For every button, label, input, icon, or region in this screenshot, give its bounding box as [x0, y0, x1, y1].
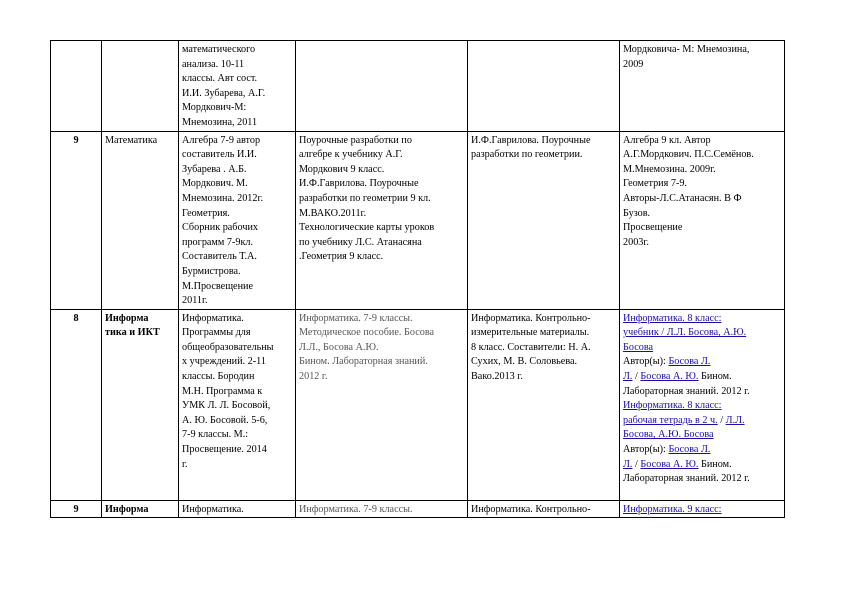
cell-text-line: И.И. Зубарева, А.Г. — [182, 87, 266, 99]
cell-text-line — [623, 341, 781, 356]
cell-text-line: 2011г. — [182, 295, 208, 307]
cell-text-line — [623, 326, 781, 341]
program-cell — [179, 500, 296, 518]
textbook-text: / — [632, 371, 641, 383]
cell-text-line: .Геометрия 9 класс. — [299, 251, 384, 263]
cell-text-line: Мордкович. М. — [182, 178, 248, 190]
textbook-cell — [620, 131, 785, 309]
cell-text-line: Вако.2013 г. — [471, 371, 523, 383]
textbook-link[interactable]: Л. — [623, 371, 633, 383]
cell-text-line: М.Просвещение — [182, 280, 253, 292]
cell-text-line: алгебре к учебнику А.Г. — [299, 149, 403, 161]
textbook-text: Лабораторная знаний. 2012 г. — [623, 385, 750, 397]
textbook-text: Автор(ы): — [623, 356, 669, 368]
cell-text-line: УМК Л. Л. Босовой, — [182, 400, 271, 412]
textbook-link[interactable]: учебник / Л.Л. Босова, А.Ю. — [623, 327, 747, 339]
cell-text-line — [623, 428, 781, 443]
cell-text-line: Бином. Лабораторная знаний. — [299, 356, 428, 368]
cell-text-line: Мнемозина. 2012г. — [182, 192, 264, 204]
program-cell — [179, 41, 296, 132]
textbook-link[interactable]: Босова Л. — [668, 444, 711, 456]
textbook-link[interactable]: Л.Л. — [725, 414, 745, 426]
cell-text-line: Информатика. 7-9 классы. — [299, 503, 413, 515]
cell-text-line: Математика — [105, 134, 158, 146]
cell-text-line: Технологические карты уроков — [299, 222, 435, 234]
control-materials-cell — [468, 131, 620, 309]
methodical-cell — [296, 500, 468, 518]
cell-text-line: Информатика. — [182, 312, 244, 324]
cell-text-line: Мордкович 9 класс. — [299, 163, 385, 175]
cell-text-line: М.ВАКО.2011г. — [299, 207, 367, 219]
cell-text-line: Геометрия 7-9. — [623, 178, 687, 190]
cell-text-line: классы. Бородин — [182, 371, 255, 383]
cell-text-line: Бузов. — [623, 207, 651, 219]
textbook-link[interactable]: Информатика. 8 класс: — [623, 312, 722, 324]
cell-text-line — [623, 399, 781, 414]
cell-text-line: тика и ИКТ — [105, 327, 160, 339]
cell-text-line: х учреждений. 2-11 — [182, 356, 266, 368]
cell-text-line: Мордкович-М: — [182, 102, 247, 114]
textbook-link[interactable]: Информатика. 9 класс: — [623, 503, 722, 515]
cell-text-line: Просвещение. 2014 — [182, 444, 267, 456]
methodical-cell — [296, 309, 468, 500]
cell-text-line: по учебнику Л.С. Атанасяна — [299, 236, 422, 248]
cell-text-line: 2003г. — [623, 236, 649, 248]
textbook-link[interactable]: рабочая тетрадь в 2 ч. — [623, 414, 718, 426]
row-number — [51, 41, 102, 132]
textbook-link[interactable]: Босова, А.Ю. Босова — [623, 429, 714, 441]
cell-text-line — [623, 443, 781, 458]
cell-text-line: 8 класс. Составители: Н. А. — [471, 341, 591, 353]
cell-text-line: А.Г.Мордкович. П.С.Семёнов. — [623, 149, 754, 161]
cell-text-line: Информатика. — [182, 503, 244, 515]
cell-text-line — [623, 414, 781, 429]
subject-cell — [102, 500, 179, 518]
cell-text-line: Сборник рабочих — [182, 222, 258, 234]
methodical-cell — [296, 131, 468, 309]
cell-text-line: программ 7-9кл. — [182, 236, 254, 248]
program-cell — [179, 309, 296, 500]
cell-text-line: Информа — [105, 312, 149, 324]
cell-text-line: Составитель Т.А. — [182, 251, 257, 263]
control-materials-cell — [468, 500, 620, 518]
textbook-cell — [620, 41, 785, 132]
cell-text-line: Программы для — [182, 327, 251, 339]
cell-text-line: классы. Авт сост. — [182, 73, 258, 85]
cell-text-line: Информатика. Контрольно- — [471, 503, 591, 515]
cell-text-line: разработки по геометрии. — [471, 149, 583, 161]
methodical-cell — [296, 41, 468, 132]
cell-text-line: А. Ю. Босовой. 5-6, — [182, 414, 268, 426]
cell-text-line: математического — [182, 44, 256, 55]
row-number: 8 — [51, 309, 102, 500]
cell-text-line: Поурочные разработки по — [299, 134, 412, 146]
textbook-text: / — [632, 458, 641, 470]
table-row — [51, 500, 785, 518]
subject-cell — [102, 131, 179, 309]
cell-text-line: Зубарева . А.Б. — [182, 163, 247, 175]
cell-text-line — [623, 458, 781, 473]
cell-text-line: Л.Л., Босова А.Ю. — [299, 341, 379, 353]
cell-text-line: М.Н. Программа к — [182, 385, 263, 397]
cell-text-line: разработки по геометрии 9 кл. — [299, 192, 431, 204]
cell-text-line — [623, 312, 781, 327]
cell-text-line: 2012 г. — [299, 371, 328, 383]
cell-text-line: И.Ф.Гаврилова. Поурочные — [299, 178, 419, 190]
cell-text-line — [623, 472, 781, 487]
row-number: 9 — [51, 131, 102, 309]
cell-text-line: 2009 — [623, 58, 644, 70]
control-materials-cell — [468, 41, 620, 132]
cell-text-line: Бурмистрова. — [182, 265, 241, 277]
textbook-link[interactable]: Босова А. Ю. — [640, 458, 699, 470]
table-row — [51, 309, 785, 500]
cell-text-line: Просвещение — [623, 222, 683, 234]
cell-text-line: Алгебра 7-9 автор — [182, 134, 261, 146]
cell-text-line: измерительные материалы. — [471, 327, 590, 339]
textbook-text: Лабораторная знаний. 2012 г. — [623, 473, 750, 485]
row-number: 9 — [51, 500, 102, 518]
cell-text-line: Информатика. Контрольно- — [471, 312, 591, 324]
cell-text-line: г. — [182, 458, 188, 470]
cell-text-line: анализа. 10-11 — [182, 58, 245, 70]
textbook-link[interactable]: Босова Л. — [668, 356, 711, 368]
textbook-text: Бином. — [698, 458, 732, 470]
textbook-cell — [620, 309, 785, 500]
textbook-text: Автор(ы): — [623, 444, 669, 456]
cell-text-line: Сухих, М. В. Соловьева. — [471, 356, 578, 368]
cell-text-line: М.Мнемозина. 2009г. — [623, 163, 716, 175]
cell-text-line: Авторы-Л.С.Атанасян. В Ф — [623, 192, 742, 204]
cell-text-line: Информа — [105, 503, 149, 515]
cell-text-line: общеобразовательны — [182, 341, 274, 353]
cell-text-line — [623, 370, 781, 385]
cell-text-line: Геометрия. — [182, 207, 230, 219]
textbook-link[interactable]: Информатика. 8 класс: — [623, 400, 722, 412]
control-materials-cell — [468, 309, 620, 500]
cell-text-line: составитель И.И. — [182, 149, 257, 161]
cell-text-line: Информатика. 7-9 классы. — [299, 312, 413, 324]
subject-cell — [102, 41, 179, 132]
table-row — [51, 41, 785, 132]
textbook-cell — [620, 500, 785, 518]
cell-text-line: Мордковича- М: Мнемозина, — [623, 44, 750, 55]
table-row — [51, 131, 785, 309]
subject-cell — [102, 309, 179, 500]
textbook-link[interactable]: Л. — [623, 458, 633, 470]
cell-text-line: Методическое пособие. Босова — [299, 327, 435, 339]
cell-text-line — [623, 385, 781, 400]
textbook-link[interactable]: Босова — [623, 341, 654, 353]
cell-text-line: И.Ф.Гаврилова. Поурочные — [471, 134, 591, 146]
curriculum-table — [50, 40, 785, 518]
cell-text-line: Мнемозина, 2011 — [182, 116, 258, 128]
cell-text-line: 7-9 классы. М.: — [182, 429, 249, 441]
cell-text-line — [623, 503, 781, 518]
textbook-link[interactable]: Босова А. Ю. — [640, 371, 699, 383]
cell-text-line: Алгебра 9 кл. Автор — [623, 134, 711, 146]
cell-text-line — [623, 355, 781, 370]
program-cell — [179, 131, 296, 309]
textbook-text: Бином. — [698, 371, 732, 383]
textbook-text: / — [717, 414, 726, 426]
